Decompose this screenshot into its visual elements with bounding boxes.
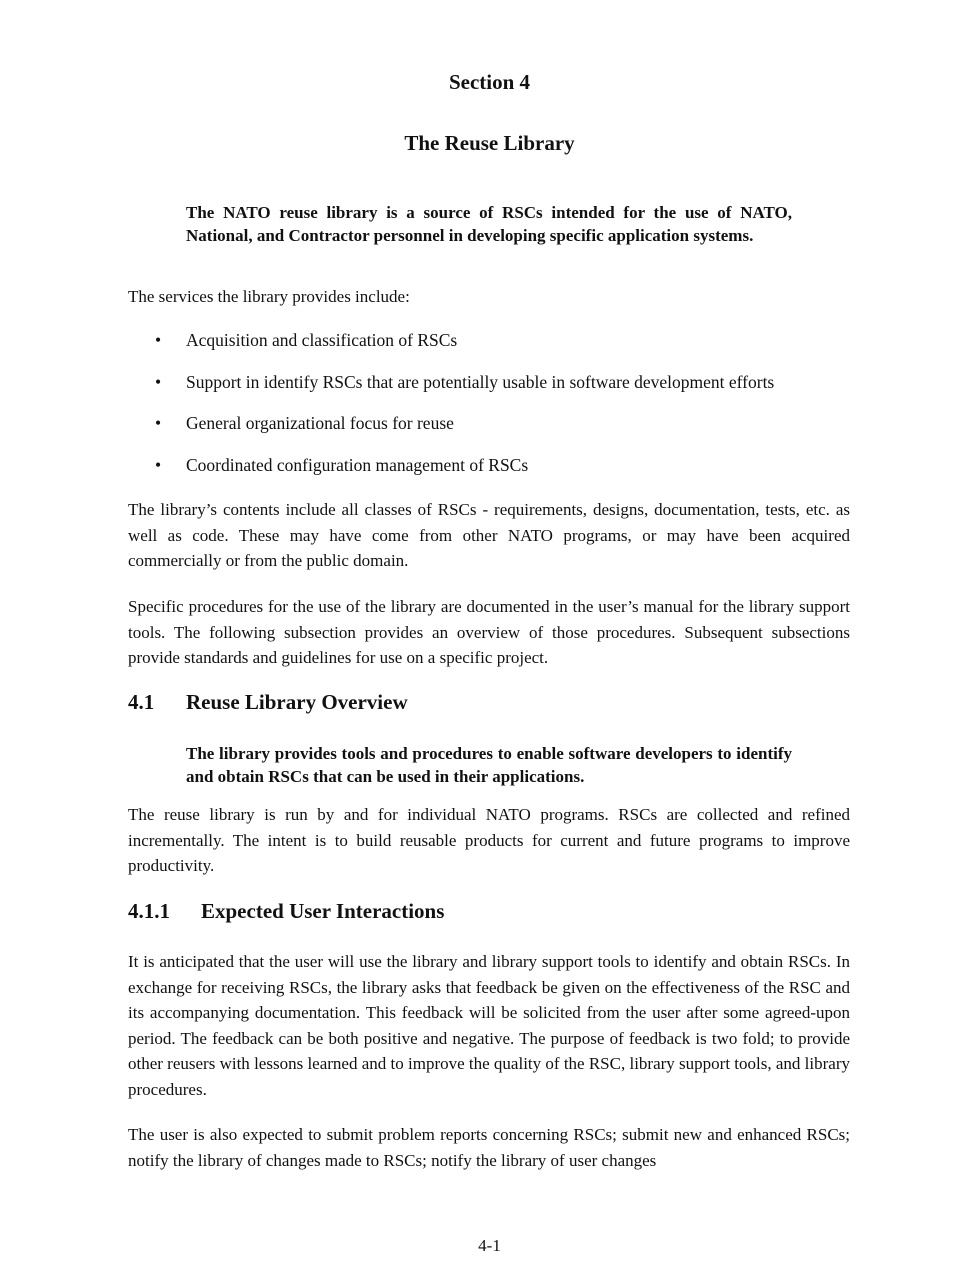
section-number: Section 4 [448,70,531,94]
submit-paragraph: The user is also expected to submit problem reports concerning RSCs; submit new and enhanced RSCs; notify the library of changes made to RSCs; notify the library of user changes [128,1125,850,1170]
bullet-icon: • [155,455,162,476]
run-by-paragraph: The reuse library is run by and for individual NATO programs. RSCs are collected and refined incrementally. The intent is to build reusable products for current and future programs to improve productivity. [128,805,850,875]
services-list [128,326,850,493]
list-item-text: Coordinated configuration management of RSCs [186,455,529,476]
section-title: The Reuse Library [404,131,575,155]
heading-title: Expected User Interactions [201,899,445,923]
page-number: 4-1 [478,1236,501,1255]
bullet-icon: • [155,413,162,434]
subsection-abstract: The library provides tools and procedures to enable software developers to identify and obtain RSCs that can be used in their applications. [186,744,792,786]
bullet-icon: • [155,371,162,392]
subsection-heading-4-1 [128,690,408,715]
heading-number: 4.1 [128,690,155,714]
list-item [128,409,850,451]
list-item-text: General organizational focus for reuse [186,413,454,434]
list-item [128,326,850,368]
procedures-paragraph: Specific procedures for the use of the library are documented in the user’s manual for the library support tools. The following subsection provides an overview of those procedures. Subsequent subsections provide standards and guidelines for use on a specific project. [128,597,850,667]
list-item-text: Support in identify RSCs that are potentially usable in software development efforts [186,371,775,392]
heading-title: Reuse Library Overview [186,690,408,714]
list-item-text: Acquisition and classification of RSCs [186,330,458,350]
services-intro: The services the library provides include: [128,287,410,306]
list-item [128,451,850,493]
list-item [128,368,850,410]
subsection-heading-4-1-1 [128,899,444,924]
bullet-icon: • [155,330,162,350]
contents-paragraph: The library’s contents include all classes of RSCs - requirements, designs, documentation, tests, etc. as well as code. These may have come from other NATO programs, or may have been acquired commercially or from the public domain. [128,500,850,570]
section-abstract: The NATO reuse library is a source of RSCs intended for the use of NATO, National, and Contractor personnel in developing specific application systems. [186,203,792,245]
anticipated-paragraph: It is anticipated that the user will use the library and library support tools to identify and obtain RSCs. In exchange for receiving RSCs, the library asks that feedback be given on the effectiveness of the RSC and its accompanying documentation. This feedback will be solicited from the user after some agreed-upon period. The feedback can be both positive and negative. The purpose of feedback is two fold; to provide other reusers with lessons learned and to improve the quality of the RSC, library support tools, and library procedures. [128,952,850,1099]
heading-number: 4.1.1 [128,899,170,923]
